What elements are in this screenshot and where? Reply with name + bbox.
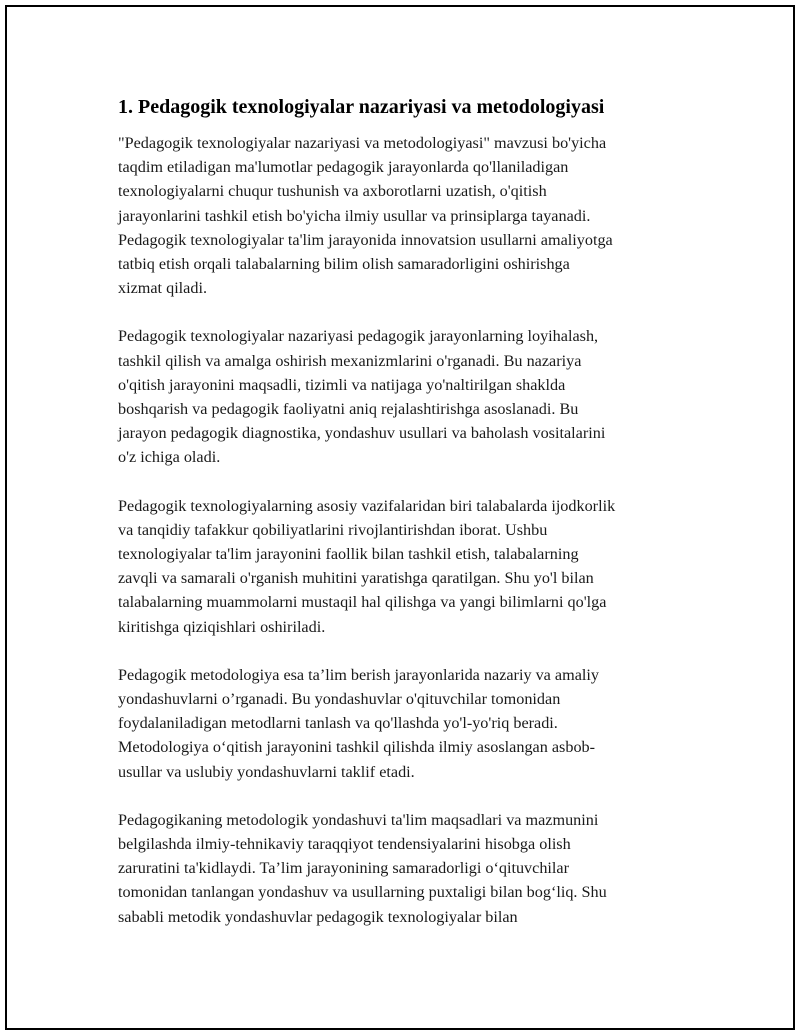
text-line: zaruratini ta'kidlaydi. Ta’lim jarayonining samaradorligi o‘qituvchilar — [118, 859, 569, 878]
text-line: Pedagogik texnologiyalar ta'lim jarayonida innovatsion usullarni amaliyotga — [118, 230, 613, 249]
text-line: yondashuvlarni o’rganadi. Bu yondashuvlar o'qituvchilar tomonidan — [118, 690, 561, 709]
text-line: usullar va uslubiy yondashuvlarni taklif etadi. — [118, 762, 415, 781]
text-line: kiritishga qiziqishlari oshiriladi. — [118, 617, 326, 636]
text-line: jarayon pedagogik diagnostika, yondashuv usullari va baholash vositalarini — [118, 424, 606, 443]
text-line: tomonidan tanlangan yondashuv va usullarning puxtaligi bilan bog‘liq. Shu — [118, 883, 607, 902]
text-line: o'z ichiga oladi. — [118, 448, 221, 467]
text-line: foydalaniladigan metodlarni tanlash va qo'llashda yo'l-yo'riq beradi. — [118, 714, 558, 733]
text-line: belgilashda ilmiy-tehnikaviy taraqqiyot tendensiyalarini hisobga olish — [118, 835, 571, 854]
text-line: "Pedagogik texnologiyalar nazariyasi va metodologiyasi" mavzusi bo'yicha — [118, 134, 607, 152]
text-line: sababli metodik yondashuvlar pedagogik texnologiyalar bilan — [118, 907, 518, 926]
text-line: tatbiq etish orqali talabalarning bilim olish samaradorligini oshirishga — [118, 255, 570, 274]
text-line: Pedagogik metodologiya esa ta’lim berish jarayonlarida nazariy va amaliy — [118, 665, 599, 684]
text-line: texnologiyalarni chuqur tushunish va axborotlarni uzatish, o'qitish — [118, 182, 547, 201]
text-line: zavqli va samarali o'rganish muhitini yaratishga qaratilgan. Shu yo'l bilan — [118, 569, 594, 588]
text-line: taqdim etiladigan ma'lumotlar pedagogik jarayonlarda qo'llaniladigan — [118, 158, 569, 177]
text-line: texnologiyalar ta'lim jarayonini faollik bilan tashkil etish, talabalarning — [118, 545, 579, 564]
paragraph-4 — [118, 663, 693, 784]
text-line: boshqarish va pedagogik faoliyatni aniq rejalashtirishga asoslanadi. Bu — [118, 400, 579, 419]
paragraph-3 — [118, 494, 693, 639]
text-line: Pedagogik texnologiyalarning asosiy vazifalaridan biri talabalarda ijodkorlik — [118, 496, 616, 515]
text-line: Metodologiya o‘qitish jarayonini tashkil qilishda ilmiy asoslangan asbob- — [118, 738, 596, 757]
text-line: va tanqidiy tafakkur qobiliyatlarini rivojlantirishdan iborat. Ushbu — [118, 520, 548, 539]
text-line: tashkil qilish va amalga oshirish mexanizmlarini o'rganadi. Bu nazariya — [118, 351, 582, 370]
text-line: jarayonlarini tashkil etish bo'yicha ilmiy usullar va prinsiplarga tayanadi. — [118, 206, 591, 225]
text-line: o'qitish jarayonini maqsadli, tizimli va natijaga yo'naltirilgan shaklda — [118, 375, 566, 394]
document-body — [118, 94, 693, 953]
text-line: Pedagogik texnologiyalar nazariyasi pedagogik jarayonlarning loyihalash, — [118, 327, 599, 346]
text-line: talabalarning muammolarni mustaqil hal qilishga va yangi bilimlarni qo'lga — [118, 593, 607, 612]
paragraph-1 — [118, 131, 693, 300]
paragraph-5 — [118, 808, 693, 929]
text-line: xizmat qiladi. — [118, 279, 208, 298]
paragraph-2 — [118, 324, 693, 469]
text-line: Pedagogikaning metodologik yondashuvi ta'lim maqsadlari va mazmunini — [118, 810, 599, 829]
section-heading: 1. Pedagogik texnologiyalar nazariyasi va metodologiyasi — [118, 96, 605, 118]
